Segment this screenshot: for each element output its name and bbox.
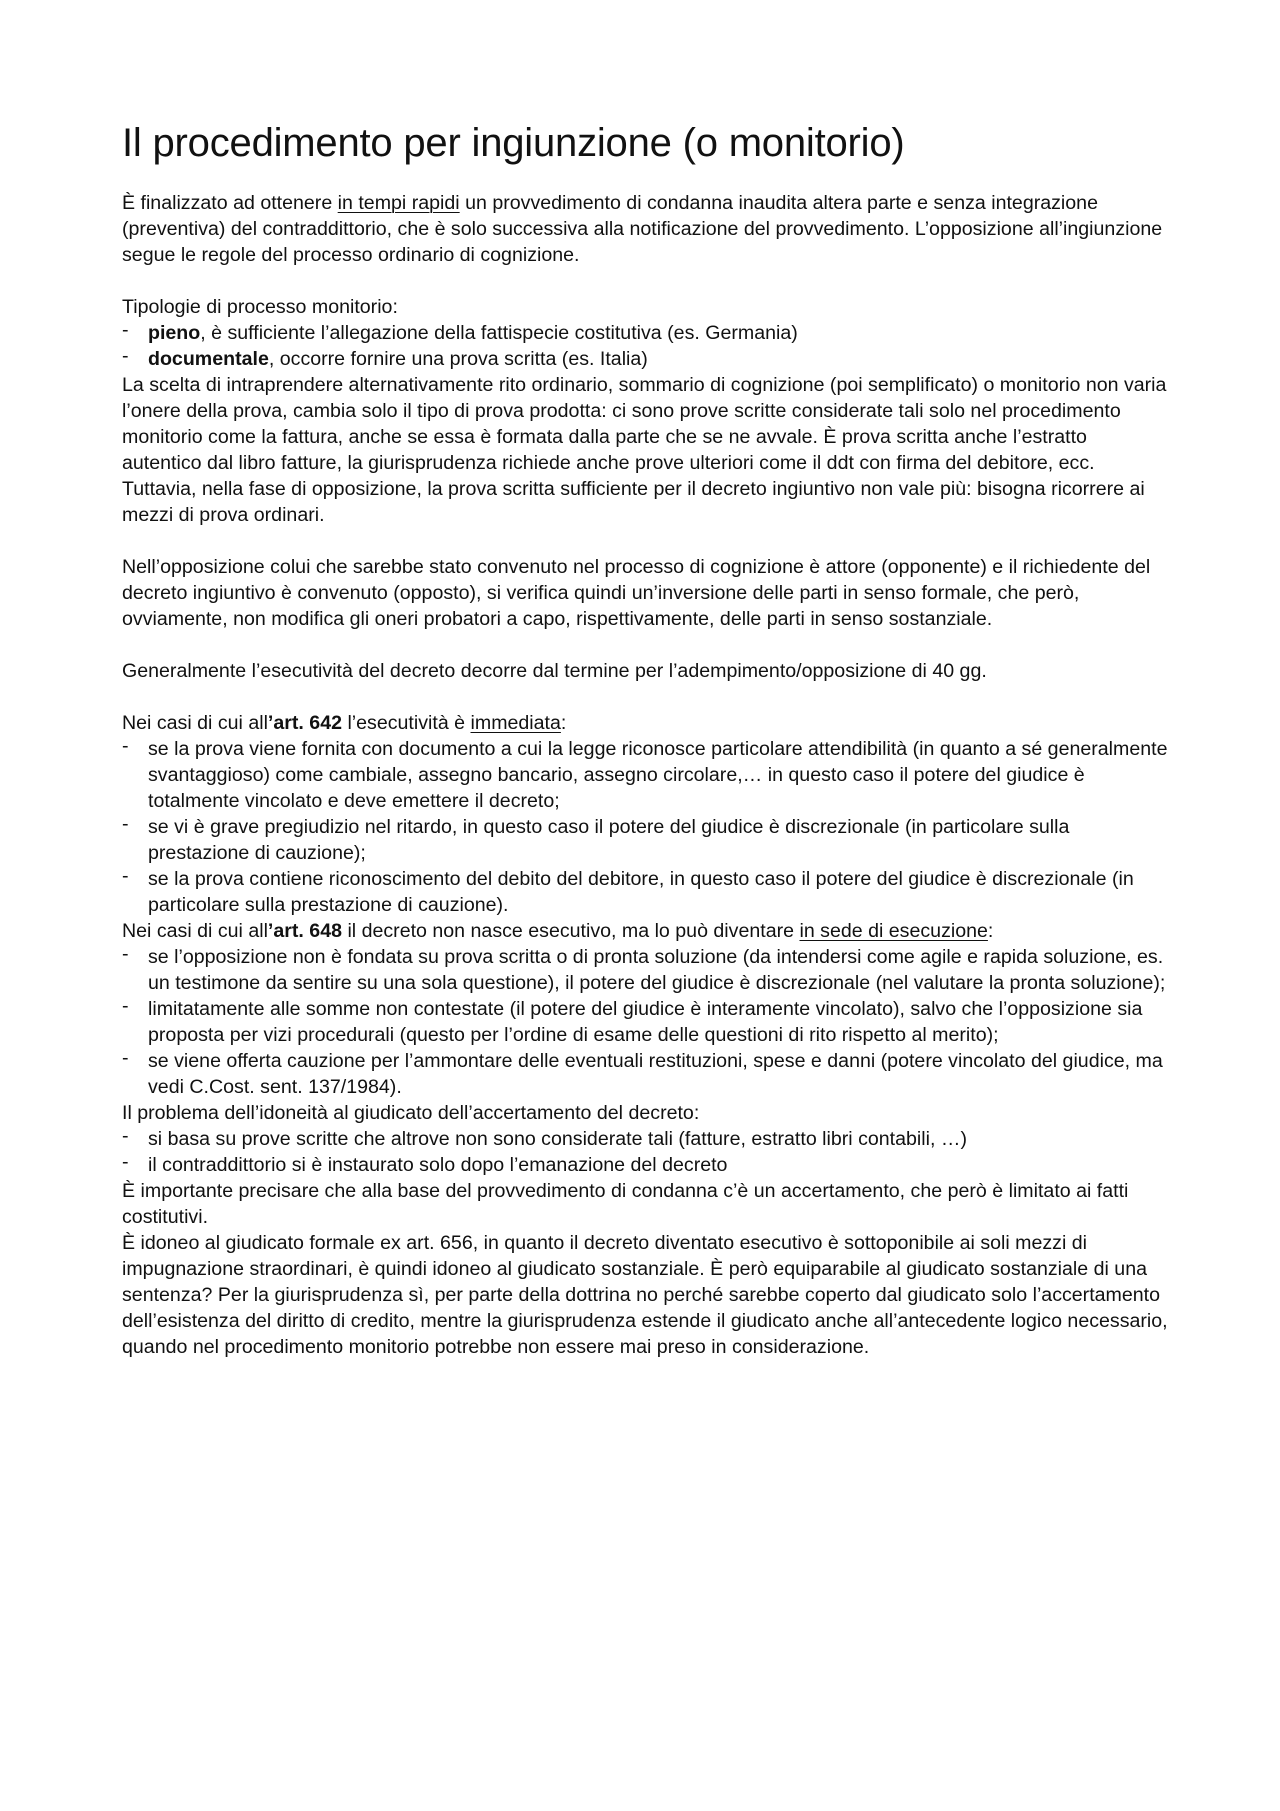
intro-paragraph	[122, 190, 1170, 268]
intro-text-after: un provvedimento di condanna inaudita altera parte e senza integrazione (preventiva) del contraddittorio, che è solo successiva alla notificazione del provvedimento. L’opposizione all’ingiunzione segue le regole del processo ordinario di cognizione.	[122, 192, 1163, 266]
list-item: - se l’opposizione non è fondata su prova scritta o di pronta soluzione (da intendersi come agile e rapida soluzione, es. un testimone da sentire su una sola questione), il potere del giudice è discrezionale (nel valutare la pronta soluzione);	[122, 944, 1170, 996]
art648-list	[122, 944, 1170, 1100]
art648-mid: il decreto non nasce esecutivo, ma lo può diventare	[342, 920, 800, 942]
tipologie-heading: Tipologie di processo monitorio:	[122, 296, 398, 318]
list-item: - se vi è grave pregiudizio nel ritardo, in questo caso il potere del giudice è discrezionale (in particolare sulla prestazione di cauzione);	[122, 814, 1170, 866]
art648-post: :	[987, 920, 994, 942]
intro-text-before: È finalizzato ad ottenere	[122, 192, 338, 214]
art642-article: ’art. 642	[267, 712, 342, 734]
list-item: - se la prova viene fornita con documento a cui la legge riconosce particolare attendibilità (in quanto a sé generalmente svantaggioso) come cambiale, assegno bancario, assegno circolare,… in questo caso il potere del giudice è totalmente vincolato e deve emettere il decreto;	[122, 736, 1170, 814]
list-item-text: , è sufficiente l’allegazione della fattispecie costitutiva (es. Germania)	[200, 322, 798, 344]
art648-article: ’art. 648	[267, 920, 342, 942]
art642-mid: l’esecutività è	[342, 712, 471, 734]
list-item: - se la prova contiene riconoscimento del debito del debitore, in questo caso il potere del giudice è discrezionale (in particolare sulla prestazione di cauzione).	[122, 866, 1170, 918]
art648-pre: Nei casi di cui all	[122, 920, 268, 942]
list-item	[122, 320, 1170, 346]
art642-list	[122, 736, 1170, 918]
page-title: Il procedimento per ingiunzione (o monitorio)	[122, 121, 905, 165]
giudicato-paragraph-2: È idoneo al giudicato formale ex art. 656, in quanto il decreto diventato esecutivo è sottoponibile ai soli mezzi di impugnazione straordinari, è quindi idoneo al giudicato sostanziale. È però equiparabile al giudicato sostanziale di una sentenza? Per la giurisprudenza sì, per parte della dottrina no perché sarebbe coperto dal giudicato solo l’accertamento dell’esistenza del diritto di credito, mentre la giurisprudenza estende il giudicato anche all’antecedente logico necessario, quando nel procedimento monitorio potrebbe non essere mai preso in considerazione.	[122, 1232, 1168, 1358]
tipologie-term-pieno: pieno	[148, 322, 201, 344]
esecutivita-paragraph: Generalmente l’esecutività del decreto decorre dal termine per l’adempimento/opposizione di 40 gg.	[122, 660, 987, 682]
list-item: - limitatamente alle somme non contestate (il potere del giudice è interamente vincolato), salvo che l’opposizione sia proposta per vizi procedurali (questo per l’ordine di esame delle questioni di rito rispetto al merito);	[122, 996, 1170, 1048]
scelta-paragraph: La scelta di intraprendere alternativamente rito ordinario, sommario di cognizione (poi semplificato) o monitorio non varia l’onere della prova, cambia solo il tipo di prova prodotta: ci sono prove scritte considerate tali solo nel procedimento monitorio come la fattura, anche se essa è formata dalla parte che se ne avvale. È prova scritta anche l’estratto autentico dal libro fatture, la giurisprudenza richiede anche prove ulteriori come il ddt con firma del debitore, ecc. Tuttavia, nella fase di opposizione, la prova scritta sufficiente per il decreto ingiuntivo non vale più: bisogna ricorrere ai mezzi di prova ordinari.	[122, 374, 1167, 526]
intro-underlined-text: in tempi rapidi	[337, 192, 460, 214]
art642-underlined-text: immediata	[470, 712, 561, 734]
list-item	[122, 346, 1170, 372]
art642-post: :	[560, 712, 567, 734]
opposizione-paragraph: Nell’opposizione colui che sarebbe stato convenuto nel processo di cognizione è attore (opponente) e il richiedente del decreto ingiuntivo è convenuto (opposto), si verifica quindi un’inversione delle parti in senso formale, che però, ovviamente, non modifica gli oneri probatori a capo, rispettivamente, delle parti in senso sostanziale.	[122, 556, 1151, 630]
tipologie-term-documentale: documentale	[148, 348, 269, 370]
list-item: - si basa su prove scritte che altrove non sono considerate tali (fatture, estratto libri contabili, …)	[122, 1126, 1170, 1152]
art642-pre: Nei casi di cui all	[122, 712, 268, 734]
giudicato-heading: Il problema dell’idoneità al giudicato dell’accertamento del decreto:	[122, 1102, 700, 1124]
giudicato-paragraph-1: È importante precisare che alla base del provvedimento di condanna c’è un accertamento, che però è limitato ai fatti costitutivi.	[122, 1180, 1129, 1228]
document-page	[122, 118, 1170, 1360]
list-item: - se viene offerta cauzione per l’ammontare delle eventuali restituzioni, spese e danni (potere vincolato del giudice, ma vedi C.Cost. sent. 137/1984).	[122, 1048, 1170, 1100]
list-item-text: , occorre fornire una prova scritta (es. Italia)	[268, 348, 648, 370]
tipologie-list	[122, 320, 1170, 372]
art648-heading	[122, 918, 1170, 944]
art642-heading	[122, 710, 1170, 736]
list-item: - il contraddittorio si è instaurato solo dopo l’emanazione del decreto	[122, 1152, 1170, 1178]
giudicato-list	[122, 1126, 1170, 1178]
art648-underlined-text: in sede di esecuzione	[799, 920, 988, 942]
